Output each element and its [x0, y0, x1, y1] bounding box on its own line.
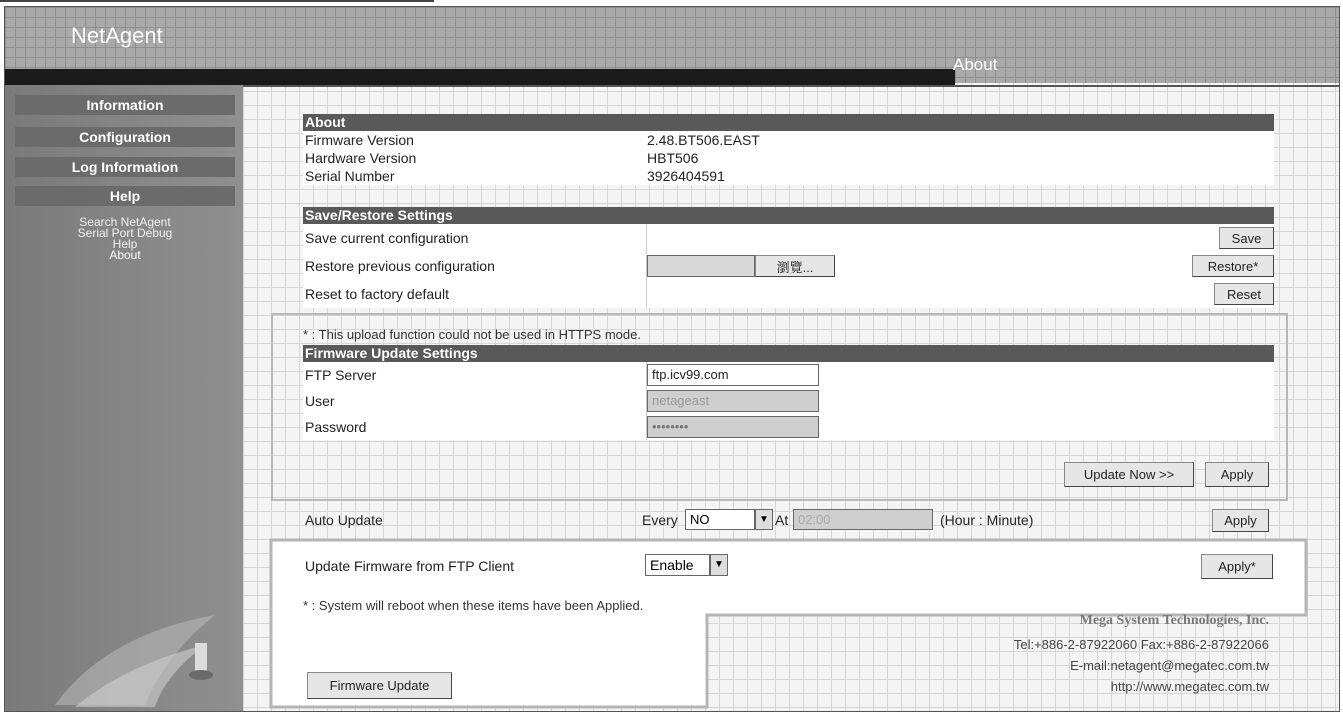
firmware-header: Firmware Update Settings: [303, 345, 1274, 362]
ftp-client-label: Update Firmware from FTP Client: [305, 558, 515, 574]
nav-configuration[interactable]: Configuration: [15, 127, 235, 147]
ftp-client-outline: [5, 7, 1339, 711]
save-button[interactable]: Save: [1219, 227, 1274, 249]
serial-number-label: Serial Number: [305, 168, 395, 184]
link-help[interactable]: Help: [112, 237, 138, 251]
nav-help[interactable]: Help: [15, 186, 235, 206]
firmware-version-label: Firmware Version: [305, 132, 414, 148]
reset-button[interactable]: Reset: [1214, 283, 1274, 305]
user-input[interactable]: netageast: [647, 390, 819, 412]
about-header: About: [303, 114, 1274, 131]
link-search-netagent[interactable]: Search NetAgent: [79, 215, 171, 229]
ftp-server-input[interactable]: ftp.icv99.com: [647, 364, 819, 386]
firmware-update-button[interactable]: Firmware Update: [307, 672, 452, 699]
link-about[interactable]: About: [109, 248, 141, 262]
hardware-version-label: Hardware Version: [305, 150, 417, 166]
reset-label: Reset to factory default: [305, 286, 449, 302]
firmware-apply-button[interactable]: Apply: [1205, 462, 1269, 487]
company-name: Mega System Technologies, Inc.: [1079, 613, 1269, 628]
restore-button[interactable]: Restore*: [1192, 255, 1274, 277]
reboot-note: * : System will reboot when these items have been Applied.: [303, 598, 644, 613]
user-label: User: [305, 393, 335, 409]
hardware-version-value: HBT506: [647, 150, 699, 166]
https-note: * : This upload function could not be used in HTTPS mode.: [303, 327, 641, 342]
restore-label: Restore previous configuration: [305, 258, 495, 274]
ftp-client-apply-button[interactable]: Apply*: [1201, 554, 1273, 579]
contact-email[interactable]: E-mail:netagent@megatec.com.tw: [1070, 658, 1269, 673]
link-serial-port-debug[interactable]: Serial Port Debug: [77, 226, 173, 240]
hour-minute-label: (Hour : Minute): [940, 512, 1034, 528]
browse-button[interactable]: 瀏覽...: [755, 255, 835, 277]
auto-update-label: Auto Update: [305, 512, 383, 528]
save-label: Save current configuration: [305, 230, 469, 246]
page-title: About: [953, 55, 998, 74]
ftp-client-select-value: Enable: [650, 557, 694, 573]
serial-number-value: 3926404591: [647, 168, 725, 184]
nav-log-information[interactable]: Log Information: [15, 157, 235, 177]
at-label: At: [775, 512, 789, 528]
app-window: [4, 6, 1340, 712]
contact-tel: Tel:+886-2-87922060 Fax:+886-2-87922066: [1013, 637, 1269, 652]
ftp-server-label: FTP Server: [305, 367, 377, 383]
top-rule: [0, 0, 434, 2]
app-logo: NetAgent: [71, 23, 163, 48]
company-url[interactable]: http://www.megatec.com.tw: [1110, 679, 1269, 694]
nav-information[interactable]: Information: [15, 95, 235, 115]
ftp-client-select[interactable]: [645, 554, 710, 576]
auto-update-apply-button[interactable]: Apply: [1212, 509, 1269, 532]
every-label: Every: [642, 512, 678, 528]
time-input[interactable]: 02:00: [793, 509, 933, 530]
firmware-version-value: 2.48.BT506.EAST: [647, 132, 760, 148]
chevron-down-icon[interactable]: ▼: [755, 509, 773, 530]
chevron-down-icon[interactable]: ▼: [710, 554, 728, 576]
update-now-button[interactable]: Update Now >>: [1064, 462, 1194, 487]
save-restore-header: Save/Restore Settings: [303, 207, 1274, 224]
every-select-value: NO: [690, 512, 710, 527]
password-input[interactable]: ••••••••: [647, 416, 819, 438]
password-label: Password: [305, 419, 367, 435]
